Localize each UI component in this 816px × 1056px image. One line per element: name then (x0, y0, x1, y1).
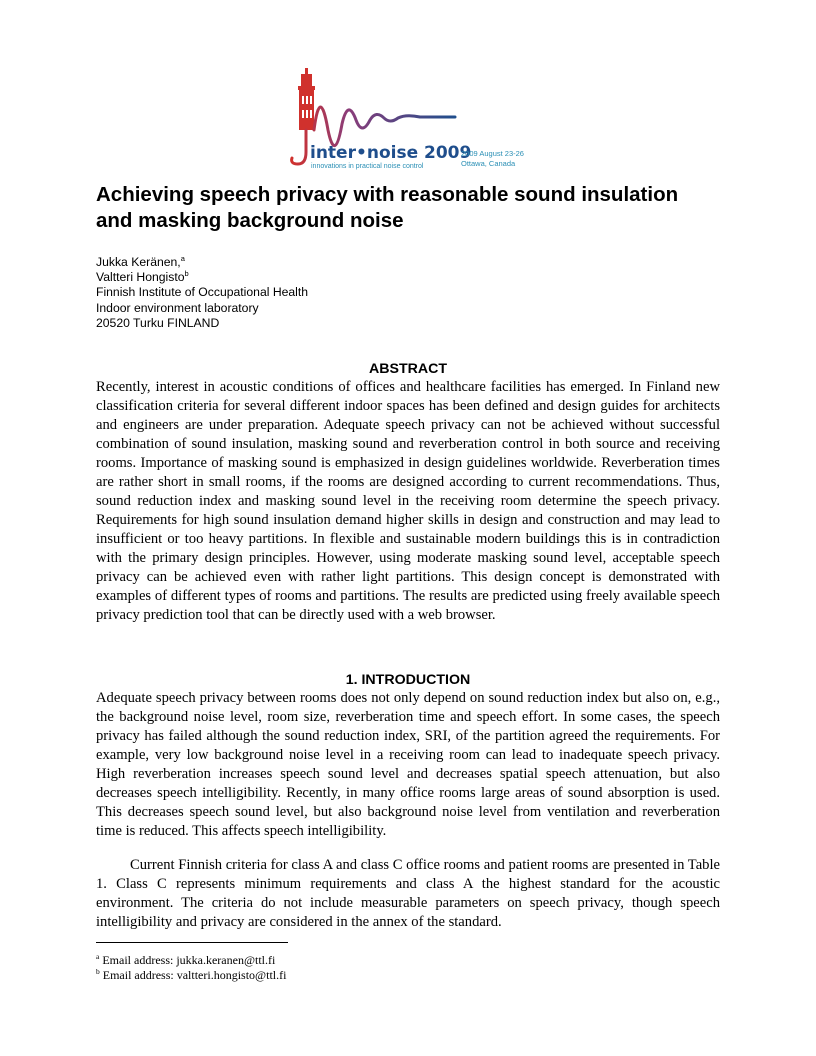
author-1: Jukka Keränen,$^a$ (96, 253, 185, 269)
title-line-2: and masking background noise (96, 209, 404, 232)
introduction-paragraph-2: Current Finnish criteria for class A and class C office rooms and patient rooms are presented in Table 1. Class C represents minimum requirements and class A the highest standard for the acoustic environment. The criteria do not include measurable parameters on speech privacy, though speech intelligibility and privacy are considered in the annex of the standard. (96, 857, 720, 930)
footnote-b: $^b$ Email address: valtteri.hongisto@ttl.fi (96, 967, 287, 982)
footnote-a: $^a$ Email address: jukka.keranen@ttl.fi (96, 952, 276, 967)
abstract-text: Recently, interest in acoustic conditions of offices and healthcare facilities has emerged. In Finland new classification criteria for several different indoor spaces has been defined and design guides for architects and engineers are under preparation. Adequate speech privacy can not be achieved without successful combination of sound insulation, masking sound and reverberation control in both source and receiving rooms. Importance of masking sound is emphasized in design guidelines worldwide. Reverberation times are rather short in small rooms, if the rooms are designed according to current recommendations. Thus, sound reduction index and masking sound level in the receiving room determine the speech privacy. Requirements for high sound insulation demand higher skills in design and construction and may lead to insufficient or too heavy partitions. In flexible and sustainable modern buildings this is in contradiction with the primary design principles. However, using moderate masking sound level, acceptable speech privacy can be achieved even with rather light partitions. This design concept is demonstrated with examples of different types of rooms and partitions. The results are predicted using freely available speech privacy prediction tool that can be directly used with a web browser. (96, 379, 720, 623)
logo-graphic (280, 64, 540, 174)
affiliation-line-2: Indoor environment laboratory (96, 300, 259, 315)
abstract-heading: ABSTRACT (368, 361, 448, 377)
logo-name: inter•noise 2009 (310, 143, 472, 163)
footnotes (96, 953, 596, 983)
introduction-paragraph-1: Adequate speech privacy between rooms does not only depend on sound reduction index but also on, e.g., the background noise level, room size, reverberation time and speech effort. In some cases, the speech privacy has failed although the sound reduction index, SRI, of the partition agreed the requirements. For example, very low background noise level in a receiving room can lead to inadequate speech privacy. High reverberation increases speech sound level and decreases spatial speech attenuation, but also decreases speech intelligibility. Recently, in many office rooms large areas of sound absorption is used. This decreases speech sound level, but also background noise level from ventilation and reverberation time is reduced. This affects speech intelligibility. (96, 690, 720, 839)
introduction-heading: 1. INTRODUCTION (345, 672, 471, 688)
author-2-mark: b (184, 269, 189, 279)
title-line-1: Achieving speech privacy with reasonable sound insulation (96, 183, 679, 206)
affiliation-line-1: Finnish Institute of Occupational Health (96, 285, 309, 300)
author-1-mark: a (180, 253, 185, 263)
paper-title (96, 182, 736, 234)
conference-logo (280, 64, 540, 174)
author-block (96, 255, 596, 331)
author-2: Valtteri Hongisto$^b$ (96, 269, 189, 285)
logo-location: Ottawa, Canada (461, 159, 516, 168)
logo-tagline: innovations in practical noise control (311, 163, 424, 170)
footnote-divider (96, 942, 288, 943)
affiliation-line-3: 20520 Turku FINLAND (96, 315, 220, 330)
logo-date: 2009 August 23-26 (461, 149, 524, 158)
